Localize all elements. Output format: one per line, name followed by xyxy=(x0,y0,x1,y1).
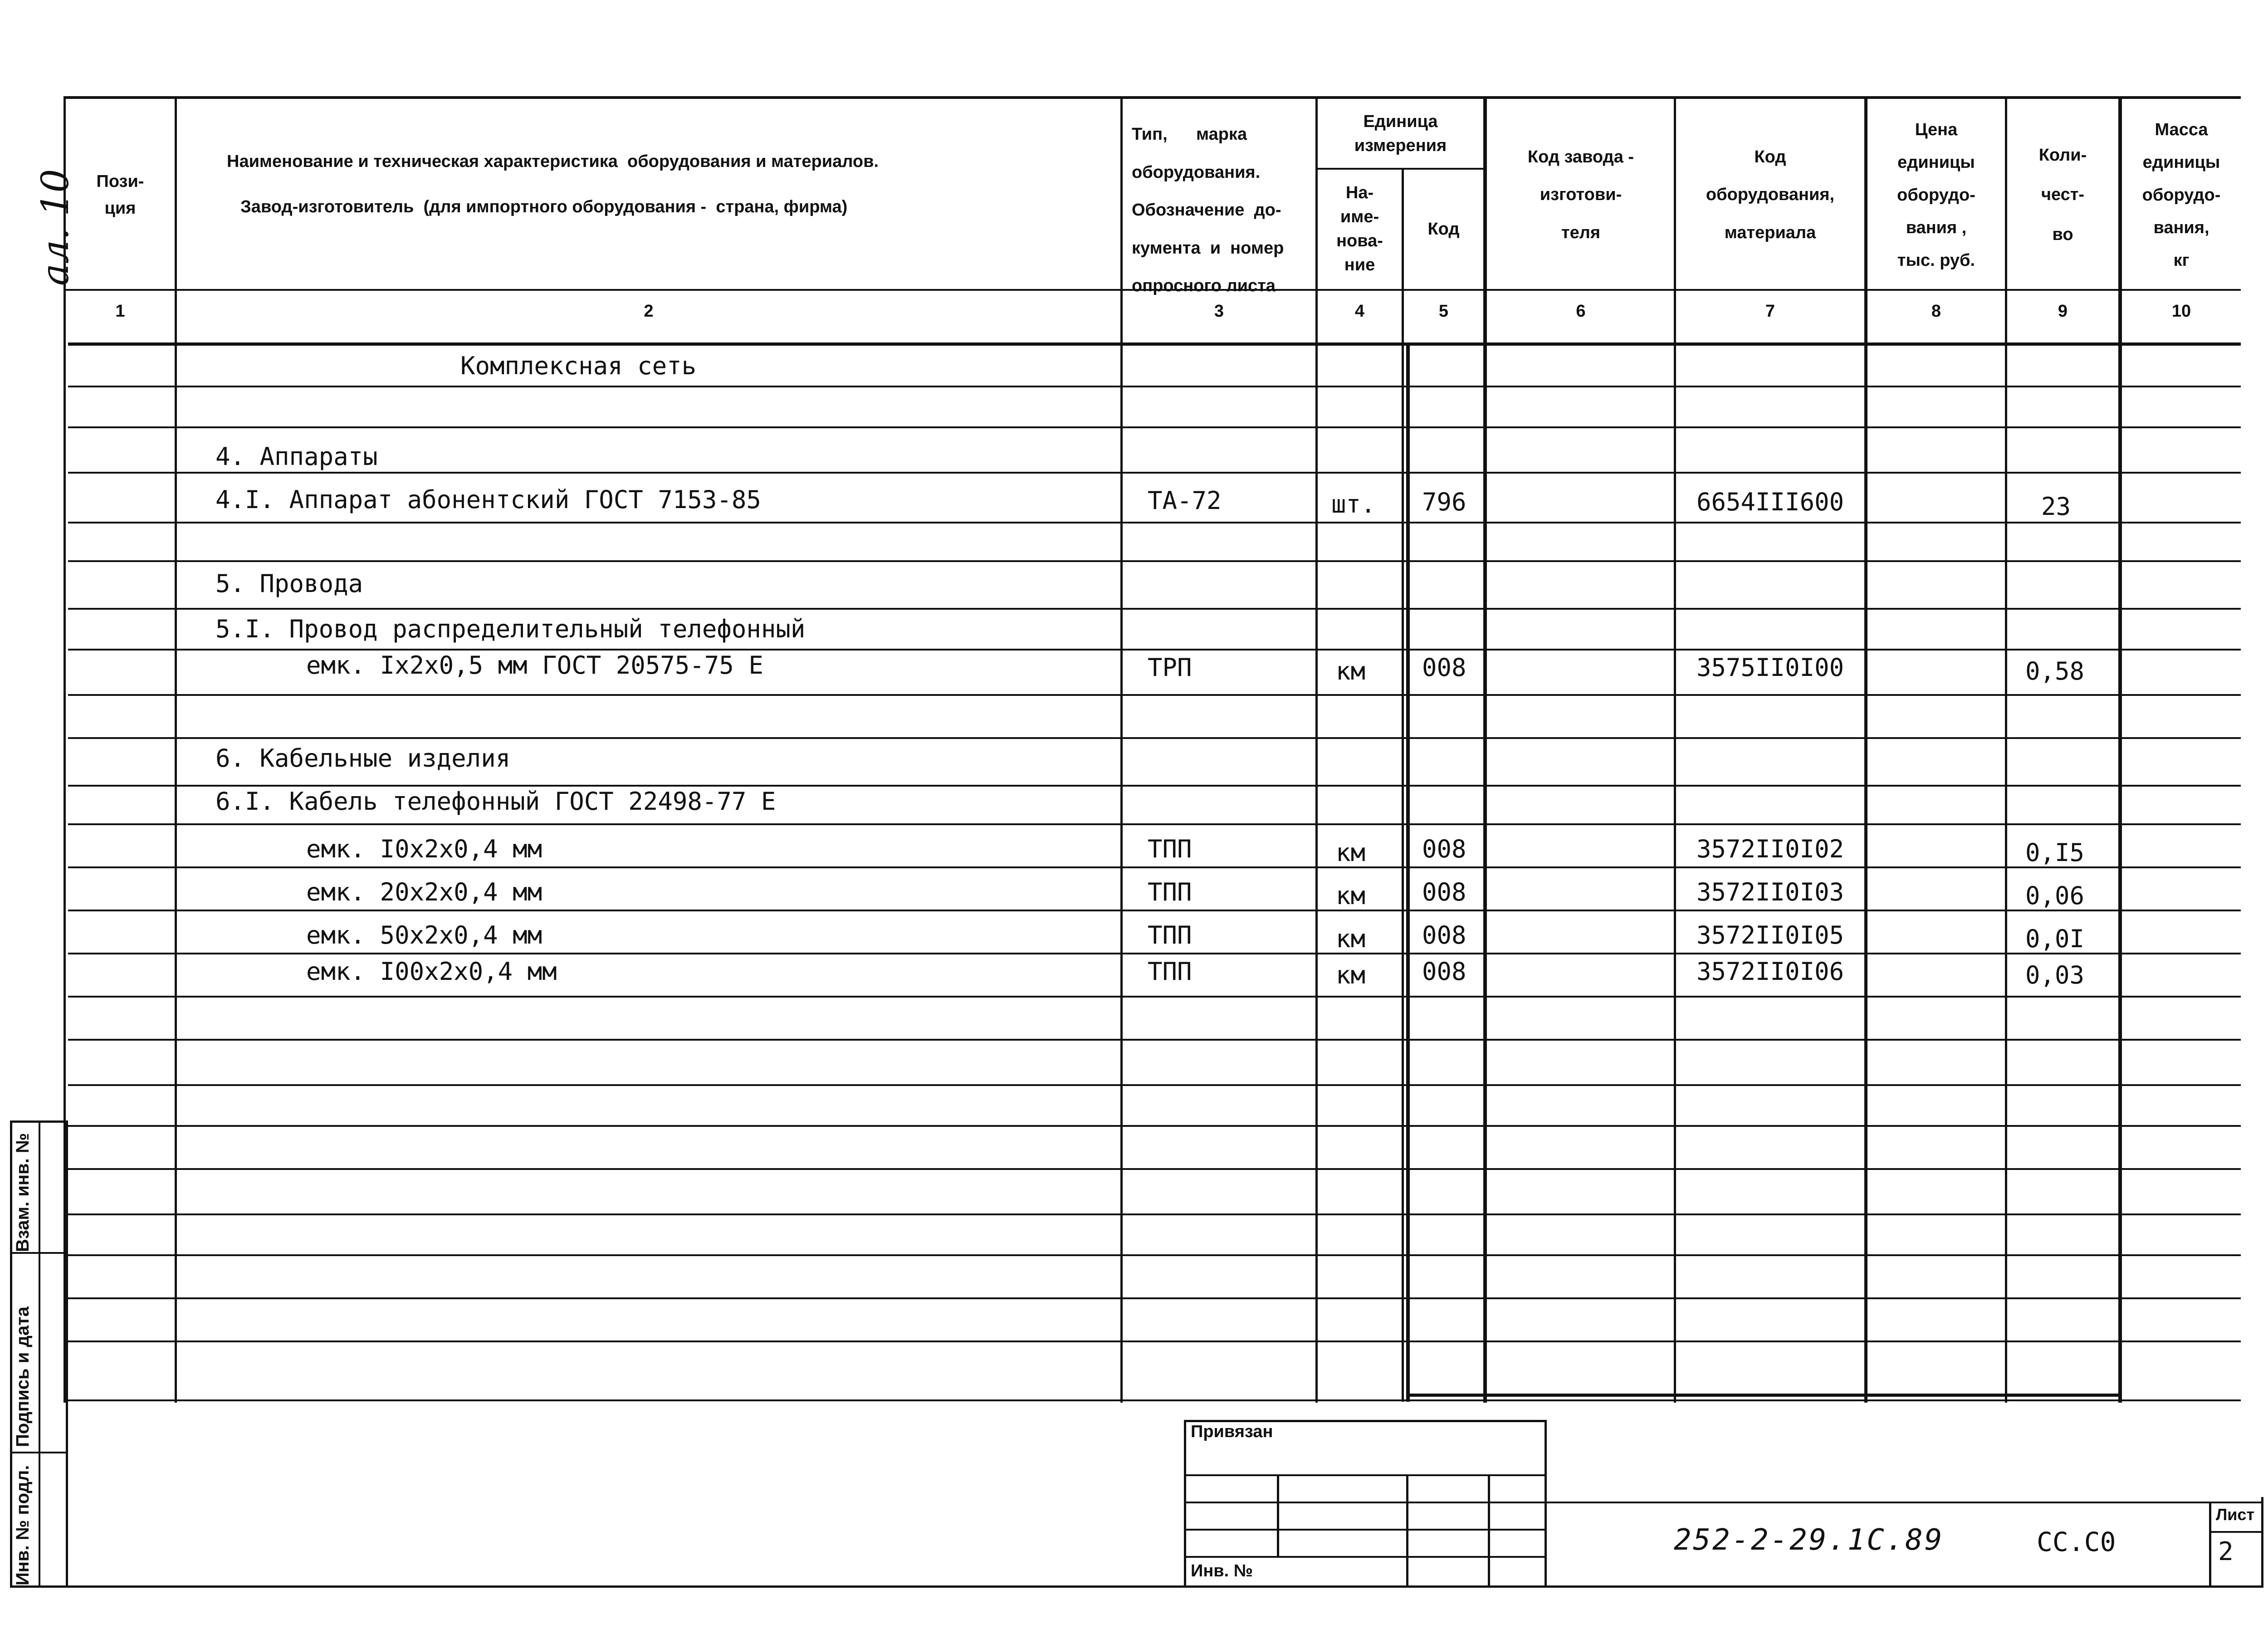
header-unit-mass: Масса единицы оборудо- вания, кг xyxy=(2142,120,2221,270)
handwritten-mark: ал. 10 xyxy=(34,169,77,286)
inv-no-label: Инв. № xyxy=(1191,1561,1253,1580)
colnum-10: 10 xyxy=(2171,302,2191,321)
group-wires: 5. Провода xyxy=(215,569,363,598)
table-rule-line xyxy=(68,426,2241,428)
colnum-5: 5 xyxy=(1438,302,1449,321)
cable-item-unit-code: 008 xyxy=(1422,921,1466,949)
item-5-1-unit: км xyxy=(1336,657,1366,685)
privyazan-label: Привязан xyxy=(1191,1422,1273,1441)
group-apparatus: 4. Аппараты xyxy=(215,442,378,471)
item-4-1-unit-code: 796 xyxy=(1422,488,1466,516)
col-line-2 xyxy=(1120,96,1123,1403)
table-rule-line xyxy=(68,694,2241,696)
item-5-1-code: 3575II0I00 xyxy=(1696,653,1844,682)
cable-item-code: 3572II0I03 xyxy=(1696,878,1844,906)
item-4-1-name: 4.I. Аппарат абонентский ГОСТ 7153-85 xyxy=(215,485,761,514)
table-rule-line xyxy=(68,866,2241,868)
header-quantity: Коли- чест- во xyxy=(2038,145,2087,244)
stamp-line-2 xyxy=(1184,1502,1547,1503)
cable-item-unit: км xyxy=(1336,838,1366,867)
cable-item-name: емк. I00х2х0,4 мм xyxy=(306,957,557,986)
cable-item-unit-code: 008 xyxy=(1422,878,1466,906)
table-rule-line xyxy=(68,1254,2241,1256)
cable-item-type: ТПП xyxy=(1148,878,1192,906)
table-rule-line xyxy=(68,996,2241,998)
item-4-1-qty: 23 xyxy=(2041,492,2071,521)
colnum-bottom-line xyxy=(68,342,2241,346)
sheet-number: 2 xyxy=(2218,1537,2234,1566)
item-5-1-type: ТРП xyxy=(1148,653,1192,682)
cable-item-name: емк. 20х2х0,4 мм xyxy=(306,878,543,906)
margin-label-inv-vzam: Взам. инв. № xyxy=(13,1133,33,1252)
table-rule-line xyxy=(68,1039,2241,1041)
table-rule-line xyxy=(68,608,2241,610)
table-rule-line xyxy=(68,953,2241,954)
item-5-1-name-line1: 5.I. Провод распределительный телефонный xyxy=(215,615,806,643)
table-rule-line xyxy=(68,649,2241,651)
colnum-6: 6 xyxy=(1576,302,1586,321)
header-unit-price: Цена единицы оборудо- вания , тыс. руб. xyxy=(1897,120,1975,270)
cable-item-code: 3572II0I05 xyxy=(1696,921,1844,949)
cable-item-qty: 0,0I xyxy=(2025,925,2085,953)
colnum-9: 9 xyxy=(2058,302,2068,321)
margin-label-inv-podl: Инв. № подл. xyxy=(13,1465,33,1585)
colnum-8: 8 xyxy=(1931,302,1941,321)
col-line-5b xyxy=(1406,342,1410,1402)
cable-item-type: ТПП xyxy=(1148,957,1192,986)
header-name-line1: Наименование и техническая характеристика оборудования и материалов. xyxy=(227,152,879,171)
table-rule-line xyxy=(68,1213,2241,1215)
stamp-vline-1 xyxy=(1277,1474,1279,1556)
table-rule-line xyxy=(68,737,2241,739)
colnum-3: 3 xyxy=(1214,302,1224,321)
cable-item-code: 3572II0I02 xyxy=(1696,835,1844,863)
col-line-7 xyxy=(1864,96,1867,1403)
header-type-mark: Тип, марка оборудования. Обозначение до- кумента и номер опросного листа xyxy=(1132,125,1284,296)
table-rule-line xyxy=(68,1297,2241,1299)
item-4-1-unit: шт. xyxy=(1331,490,1376,519)
header-position: Пози- ция xyxy=(96,172,144,218)
stamp-line-4 xyxy=(1184,1556,1547,1558)
group-cable: 6. Кабельные изделия xyxy=(215,744,511,773)
table-rule-line xyxy=(68,823,2241,825)
table-rule-line xyxy=(68,785,2241,787)
table-rule-line xyxy=(68,910,2241,911)
col-line-8 xyxy=(2005,96,2007,1403)
stamp-line-1 xyxy=(1184,1474,1547,1476)
margin-divider-v xyxy=(39,1120,40,1588)
cable-item-type: ТПП xyxy=(1148,921,1192,949)
col-line-6 xyxy=(1674,96,1676,1403)
table-rule-line xyxy=(68,1168,2241,1170)
header-plant-code: Код завода - изготови- теля xyxy=(1527,147,1634,242)
cable-item-qty: 0,03 xyxy=(2025,961,2085,989)
table-rule-line xyxy=(68,1125,2241,1127)
section-title: Комплексная сеть xyxy=(460,352,697,380)
cable-item-qty: 0,I5 xyxy=(2025,838,2085,867)
colnum-7: 7 xyxy=(1765,302,1775,321)
page-right-line xyxy=(2261,1497,2263,1588)
colnum-4: 4 xyxy=(1354,302,1365,321)
cable-item-type: ТПП xyxy=(1148,835,1192,863)
item-5-1-name-line2: емк. Iх2х0,5 мм ГОСТ 20575-75 Е xyxy=(306,651,763,680)
doc-mark: СС.С0 xyxy=(2037,1526,2116,1557)
doc-number: 252-2-29.1С.89 xyxy=(1674,1523,1944,1557)
table-rule-line xyxy=(68,522,2241,523)
item-4-1-code: 6654III600 xyxy=(1696,488,1844,516)
cable-item-unit: км xyxy=(1336,881,1366,910)
header-unit-name: На- име- нова- ние xyxy=(1336,183,1383,275)
margin-label-sign-date: Подпись и дата xyxy=(13,1306,33,1447)
col-line-9 xyxy=(2118,96,2122,1403)
cable-item-unit: км xyxy=(1336,961,1366,989)
sheet-box-left xyxy=(2209,1502,2211,1588)
cable-item-unit-code: 008 xyxy=(1422,957,1466,986)
stamp-vline-2 xyxy=(1406,1474,1408,1588)
item-5-1-qty: 0,58 xyxy=(2025,657,2085,685)
cable-item-unit: км xyxy=(1336,925,1366,953)
stamp-main-line xyxy=(1547,1502,2263,1503)
header-unit-code: Код xyxy=(1427,219,1460,239)
table-rule-line xyxy=(68,1340,2241,1342)
cable-item-name: емк. 50х2х0,4 мм xyxy=(306,921,543,949)
cable-item-unit-code: 008 xyxy=(1422,835,1466,863)
cable-item-code: 3572II0I06 xyxy=(1696,957,1844,986)
sheet-box-mid xyxy=(2209,1531,2263,1533)
stamp-line-3 xyxy=(1184,1529,1547,1531)
table-bottom-line xyxy=(64,1399,2241,1401)
header-name-line2: Завод-изготовитель (для импортного оборудования - страна, фирма) xyxy=(240,197,848,216)
page-bottom-line xyxy=(68,1585,2263,1588)
sheet-label: Лист xyxy=(2216,1505,2255,1524)
col-line-3 xyxy=(1315,96,1318,1403)
table-rule-line xyxy=(68,386,2241,387)
table-top-border xyxy=(64,96,2241,99)
col-line-4 xyxy=(1402,168,1404,1402)
table-rule-line xyxy=(68,472,2241,474)
header-equipment-code: Код оборудования, материала xyxy=(1706,147,1835,242)
item-5-1-unit-code: 008 xyxy=(1422,653,1466,682)
item-4-1-type: ТА-72 xyxy=(1148,486,1222,515)
col-line-1 xyxy=(175,96,177,1403)
cable-item-name: емк. I0х2х0,4 мм xyxy=(306,835,543,863)
stamp-vline-3 xyxy=(1488,1474,1490,1588)
body-bottom-thick xyxy=(1406,1394,2122,1397)
header-unit-group: Единица измерения xyxy=(1354,112,1447,155)
colnum-2: 2 xyxy=(644,302,654,321)
col-line-5 xyxy=(1483,96,1487,1403)
table-rule-line xyxy=(68,560,2241,562)
unit-subheader-line xyxy=(1315,168,1483,170)
colnum-1: 1 xyxy=(115,302,125,321)
cable-item-qty: 0,06 xyxy=(2025,881,2085,910)
item-6-1-name: 6.I. Кабель телефонный ГОСТ 22498-77 Е xyxy=(215,787,776,816)
table-rule-line xyxy=(68,1084,2241,1086)
